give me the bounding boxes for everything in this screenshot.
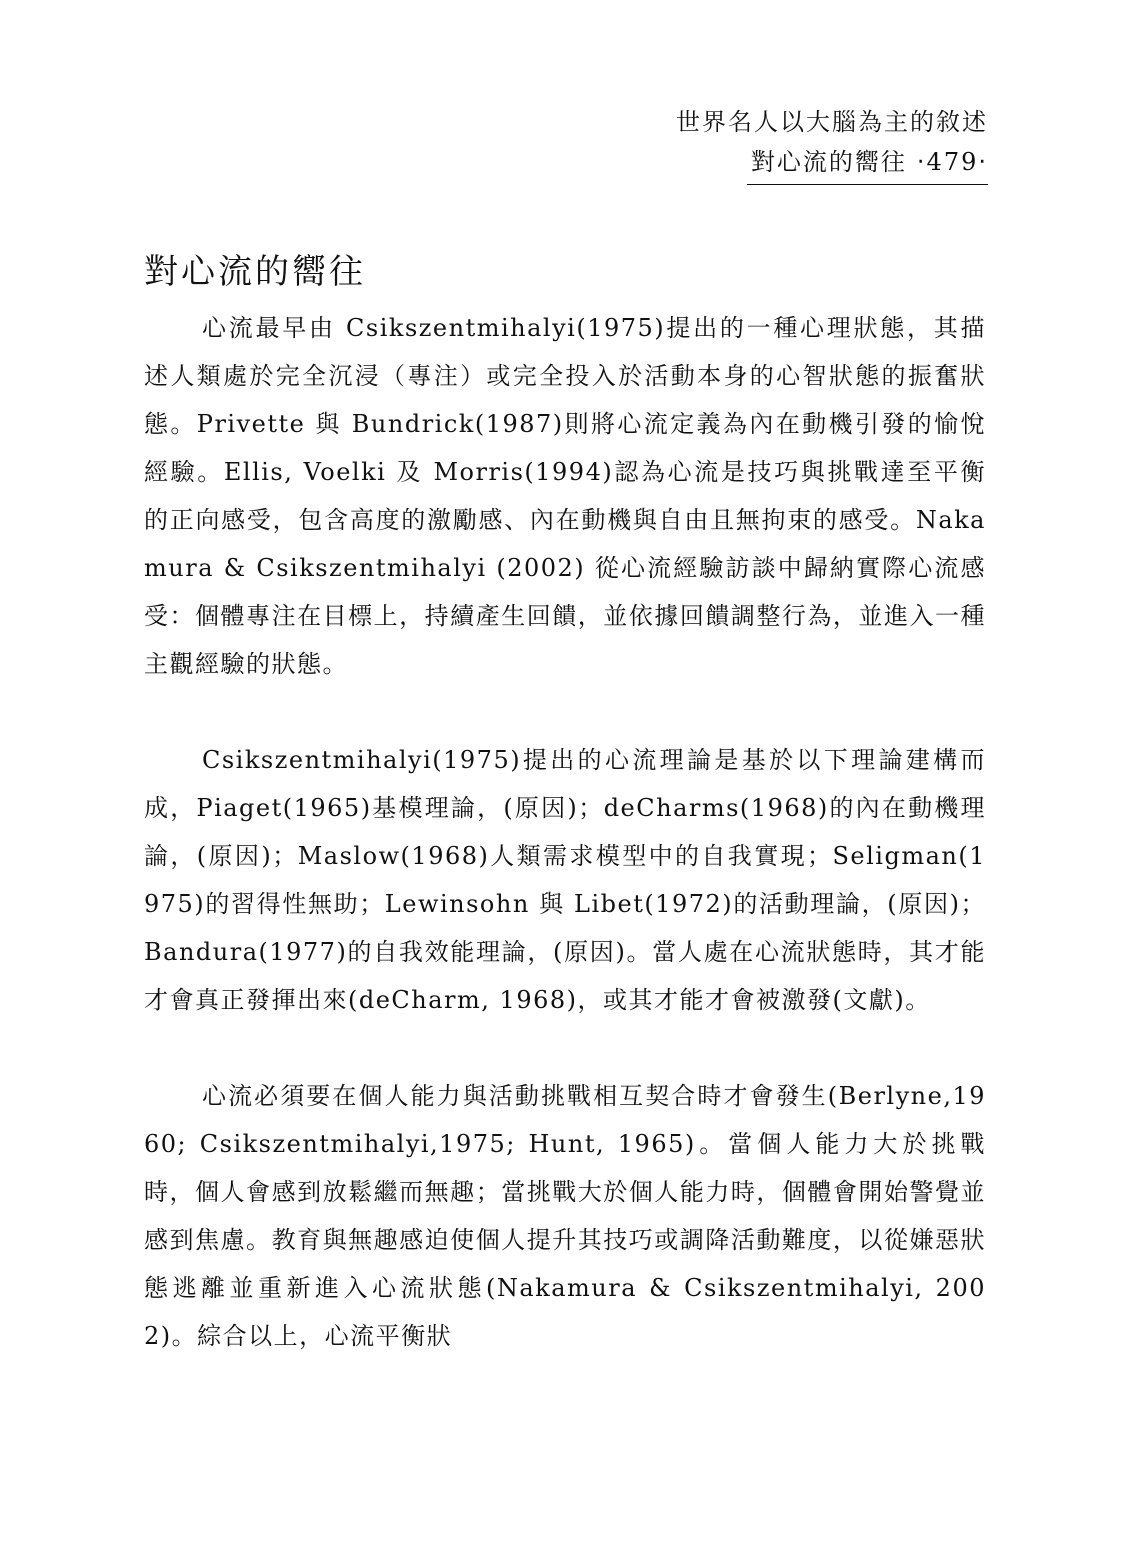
paragraph-2: Csikszentmihalyi(1975)提出的心流理論是基於以下理論建構而成，Piaget(1965)基模理論，(原因)；deCharms(1968)的內在動機理論，(原因)；Maslow(1968)人類需求模型中的自我實現；Seligman(1975)的習得性無助；Lewinsohn 與 Libet(1972)的活動理論，(原因)；Bandura(1977)的自我效能理論，(原因)。當人處在心流狀態時，其才能才會真正發揮出來(deCharm, 1968)，或其才能才會被激發(文獻)。 (144, 746, 986, 1014)
page-number: ‧479‧ (916, 148, 988, 176)
paragraph-3: 心流必須要在個人能力與活動挑戰相互契合時才會發生(Berlyne,1960; Csikszentmihalyi,1975; Hunt, 1965)。當個人能力大於挑戰時，個人會感到放鬆繼而無趣；當挑戰大於個人能力時，個體會開始警覺並感到焦慮。教育與無趣感迫使個人提升其技巧或調降活動難度，以從嫌惡狀態逃離並重新進入心流狀態(Nakamura & Csikszentmihalyi, 2002)。綜合以上，心流平衡狀 (144, 1082, 986, 1350)
section-header-line (747, 142, 988, 185)
paragraph-1: 心流最早由 Csikszentmihalyi(1975)提出的一種心理狀態，其描述人類處於完全沉浸（專注）或完全投入於活動本身的心智狀態的振奮狀態。Privette 與 Bundrick(1987)則將心流定義為內在動機引發的愉悅經驗。Ellis, Voelki 及 Morris(1994)認為心流是技巧與挑戰達至平衡的正向感受，包含高度的激勵感、內在動機與自由且無拘束的感受。Nakamura & Csikszentmihalyi (2002) 從心流經驗訪談中歸納實際心流感受：個體專注在目標上，持續產生回饋，並依據回饋調整行為，並進入一種主觀經驗的狀態。 (144, 314, 986, 678)
header-section-title: 對心流的嚮往 (750, 148, 907, 176)
section-title: 對心流的嚮往 (144, 252, 366, 292)
running-header (676, 102, 988, 185)
chapter-title: 世界名人以大腦為主的敘述 (676, 108, 988, 136)
page-body (144, 244, 986, 1360)
